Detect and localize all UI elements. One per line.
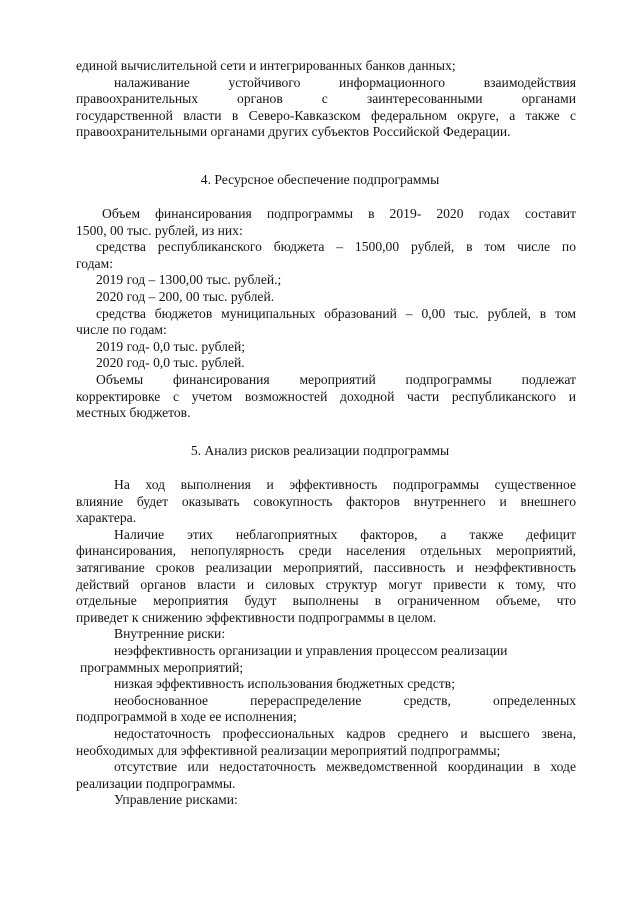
text-line: приведет к снижению эффективности подпрограммы в целом.	[76, 609, 437, 625]
text-line: необходимых для эффективной реализации мероприятий подпрограммы;	[76, 742, 501, 758]
text-line: отсутствие или недостаточность межведомственной координации в ходе	[114, 759, 576, 775]
intro-block	[76, 58, 576, 141]
text-line: Объемы финансирования мероприятий подпрограммы подлежат	[96, 371, 576, 387]
text-line: действий органов власти и силовых структур могут привести к тому, что	[76, 576, 576, 592]
text-line: программных мероприятий;	[80, 659, 244, 675]
text-line: Наличие этих неблагоприятных факторов, а также дефицит	[114, 526, 576, 542]
text-line: неэффективность организации и управления процессом реализации	[114, 642, 508, 658]
text-line: местных бюджетов.	[76, 405, 191, 421]
text-line: средства республиканского бюджета – 1500,00 рублей, в том числе по	[96, 239, 576, 255]
text-line: недостаточность профессиональных кадров среднего и высшего звена,	[114, 725, 576, 741]
text-line: необоснованное перераспределение средств, определенных	[114, 692, 576, 708]
text-line: 2019 год – 1300,00 тыс. рублей.;	[96, 272, 282, 288]
text-line: Управление рисками:	[114, 792, 238, 808]
text-line: 1500, 00 тыс. рублей, из них:	[76, 222, 243, 238]
text-line: реализации подпрограммы.	[76, 775, 236, 791]
text-line: На ход выполнения и эффективность подпрограммы существенное	[114, 477, 576, 492]
text-line: государственной власти в Северо-Кавказском федеральном округе, а также с	[76, 107, 576, 123]
text-line: правоохранительными органами других субъектов Российской Федерации.	[76, 124, 511, 140]
text-line: влияние будет оказывать совокупность факторов внутреннего и внешнего	[76, 493, 576, 509]
text-line: налаживание устойчивого информационного взаимодействия	[114, 74, 576, 90]
text-line: 2020 год- 0,0 тыс. рублей.	[96, 355, 245, 371]
resources-block	[76, 206, 576, 422]
text-line: отдельные мероприятия будут выполнены в ограниченном объеме, что	[76, 593, 576, 609]
text-line: числе по годам:	[76, 322, 167, 338]
text-line: 2019 год- 0,0 тыс. рублей;	[96, 338, 246, 354]
text-line: финансирования, непопулярность среди населения отдельных мероприятий,	[76, 543, 576, 559]
text-line: средства бюджетов муниципальных образований – 0,00 тыс. рублей, в том	[96, 305, 576, 321]
text-line: корректировке с учетом возможностей доходной части республиканского и	[76, 388, 576, 404]
text-line: единой вычислительной сети и интегрированных банков данных;	[76, 58, 456, 73]
text-line: годам:	[76, 255, 113, 271]
text-line: затягивание сроков реализации мероприятий, пассивность и неэффективность	[76, 559, 576, 575]
text-line: низкая эффективность использования бюджетных средств;	[114, 676, 455, 692]
text-line: 2020 год – 200, 00 тыс. рублей.	[96, 288, 275, 304]
text-line: Внутренние риски:	[114, 626, 226, 642]
text-line: характера.	[76, 510, 137, 526]
text-line: Объем финансирования подпрограммы в 2019- 2020 годах составит	[102, 206, 576, 221]
risks-block	[76, 477, 576, 809]
text-line: подпрограммой в ходе ее исполнения;	[76, 709, 297, 725]
section-heading-4: 4. Ресурсное обеспечение подпрограммы	[200, 172, 440, 187]
section-heading-5: 5. Анализ рисков реализации подпрограммы	[190, 443, 450, 458]
text-line: правоохранительных органов с заинтересованными органами	[76, 91, 576, 107]
